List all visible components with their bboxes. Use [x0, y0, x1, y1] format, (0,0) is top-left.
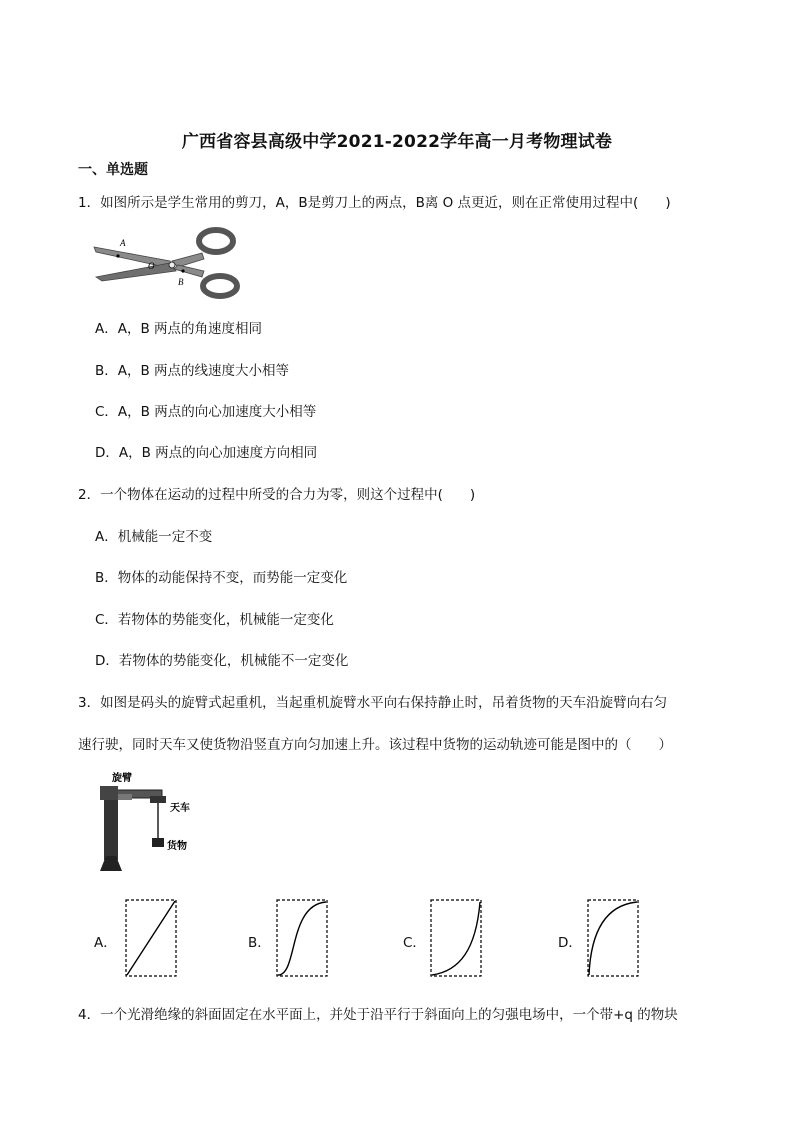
q1-option-c[interactable]: C．A，B 两点的向心加速度大小相等: [95, 404, 317, 420]
scissors-icon: [94, 230, 237, 296]
q3-option-c-label[interactable]: C．: [403, 935, 426, 951]
scissors-figure: [92, 225, 242, 300]
page-title: 广西省容县高级中学2021-2022学年高一月考物理试卷: [181, 132, 613, 152]
crane-label-arm: 旋臂: [112, 773, 132, 784]
question-3-text-line2: 速行驶，同时天车又使货物沿竖直方向匀加速上升。该过程中货物的运动轨迹可能是图中的（ ）: [78, 737, 672, 753]
q2-option-b[interactable]: B．物体的动能保持不变，而势能一定变化: [95, 570, 348, 586]
section-heading: 一、单选题: [78, 162, 148, 178]
q3-option-a-graph[interactable]: [125, 899, 177, 977]
question-4-text: 4．一个光滑绝缘的斜面固定在水平面上，并处于沿平行于斜面向上的匀强电场中，一个带+q 的物块: [78, 1007, 678, 1023]
crane-label-trolley: 天车: [170, 803, 190, 814]
q1-option-a[interactable]: A．A，B 两点的角速度相同: [95, 321, 263, 337]
q1-option-b[interactable]: B．A，B 两点的线速度大小相等: [95, 363, 290, 379]
scissors-label-o: O: [148, 261, 155, 271]
scissors-label-b: B: [178, 277, 184, 287]
q3-option-b-label[interactable]: B．: [248, 935, 271, 951]
q3-option-d-graph[interactable]: [587, 899, 639, 977]
q3-option-b-graph[interactable]: [276, 899, 328, 977]
q3-option-d-label[interactable]: D．: [558, 935, 582, 951]
q3-option-c-graph[interactable]: [430, 899, 482, 977]
q2-option-a[interactable]: A．机械能一定不变: [95, 529, 213, 545]
question-1-text: 1．如图所示是学生常用的剪刀，A，B是剪刀上的两点，B离 O 点更近，则在正常使用过程中( ): [78, 195, 671, 211]
crane-icon: [100, 786, 166, 871]
scissors-label-a: A: [120, 238, 126, 248]
crane-label-cargo: 货物: [167, 841, 187, 852]
q3-option-a-label[interactable]: A．: [94, 935, 117, 951]
crane-figure: [98, 768, 208, 873]
question-3-text-line1: 3．如图是码头的旋臂式起重机，当起重机旋臂水平向右保持静止时，吊着货物的天车沿旋臂向右匀: [78, 695, 668, 711]
q1-option-d[interactable]: D．A，B 两点的向心加速度方向相同: [95, 445, 318, 461]
q2-option-c[interactable]: C．若物体的势能变化，机械能一定变化: [95, 612, 334, 628]
question-2-text: 2．一个物体在运动的过程中所受的合力为零，则这个过程中( ): [78, 487, 476, 503]
q2-option-d[interactable]: D．若物体的势能变化，机械能不一定变化: [95, 653, 349, 669]
